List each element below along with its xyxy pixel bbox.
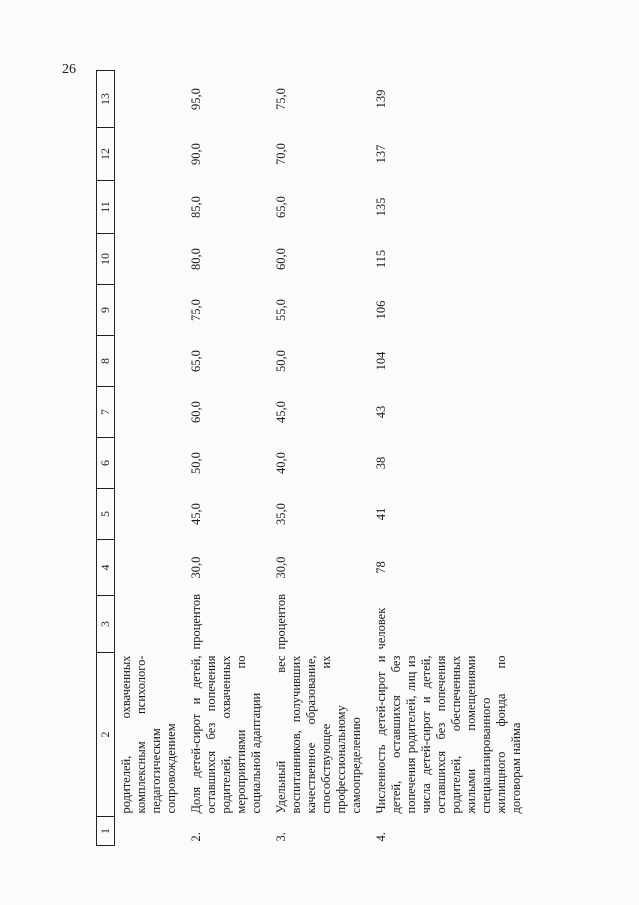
value-cell: 38 bbox=[374, 456, 388, 470]
value-cell bbox=[115, 234, 180, 285]
value-cell: 60,0 bbox=[274, 248, 288, 270]
row-number: 4. bbox=[374, 832, 388, 842]
value-cell: 75,0 bbox=[274, 88, 288, 110]
indicator-name: Удельный вес воспитанников, получивших качественное образование, способствующее их профессиональному самоопределению bbox=[274, 655, 363, 814]
value-cell: 40,0 bbox=[274, 452, 288, 474]
value-cell: 45,0 bbox=[274, 401, 288, 423]
value-cell: 90,0 bbox=[189, 143, 203, 165]
value-cell: 78 bbox=[374, 561, 388, 574]
row-number bbox=[115, 817, 180, 846]
value-cell: 30,0 bbox=[189, 556, 203, 579]
header-cell: 4 bbox=[97, 540, 115, 596]
value-cell: 45,0 bbox=[189, 503, 203, 525]
header-cell: 13 bbox=[97, 71, 115, 128]
value-cell: 80,0 bbox=[189, 248, 203, 270]
unit-cell: процентов bbox=[189, 593, 203, 650]
value-cell: 75,0 bbox=[189, 299, 203, 321]
table-row bbox=[179, 71, 264, 846]
header-cell: 5 bbox=[97, 489, 115, 540]
value-cell bbox=[115, 540, 180, 596]
value-cell: 65,0 bbox=[274, 196, 288, 218]
value-cell: 70,0 bbox=[274, 143, 288, 165]
header-cell: 2 bbox=[97, 653, 115, 817]
header-cell: 1 bbox=[97, 817, 115, 846]
unit-cell: процентов bbox=[274, 593, 288, 650]
value-cell bbox=[115, 336, 180, 387]
value-cell: 135 bbox=[374, 197, 388, 217]
indicators-table bbox=[96, 70, 524, 846]
indicator-name: Доля детей-сирот и детей, оставшихся без попечения родителей, охваченных мероприятиями по социальной адаптации bbox=[189, 655, 263, 814]
value-cell: 104 bbox=[374, 351, 388, 371]
value-cell: 43 bbox=[374, 405, 388, 419]
header-cell: 8 bbox=[97, 336, 115, 387]
value-cell: 85,0 bbox=[189, 196, 203, 218]
header-cell: 9 bbox=[97, 285, 115, 336]
value-cell bbox=[115, 438, 180, 489]
value-cell: 30,0 bbox=[274, 556, 288, 579]
indicator-name: Численность детей-сирот и детей, оставшихся без попечения родителей, лиц из числа детей-сирот и детей, оставшихся без попечения родителей, обеспеченных жилыми помещениями специализированного жилищного фонда по договорам найма bbox=[374, 655, 523, 814]
value-cell bbox=[115, 181, 180, 234]
row-number: 3. bbox=[274, 832, 288, 842]
rotated-table-container bbox=[96, 71, 580, 846]
header-cell: 10 bbox=[97, 234, 115, 285]
value-cell bbox=[115, 387, 180, 438]
header-cell: 7 bbox=[97, 387, 115, 438]
value-cell: 95,0 bbox=[189, 88, 203, 110]
value-cell bbox=[115, 489, 180, 540]
value-cell: 139 bbox=[374, 89, 388, 109]
header-cell: 3 bbox=[97, 596, 115, 653]
unit-cell: человек bbox=[374, 607, 388, 650]
row-number: 2. bbox=[189, 832, 203, 842]
value-cell bbox=[115, 71, 180, 128]
value-cell: 35,0 bbox=[274, 503, 288, 525]
indicator-name: родителей, охваченных комплексным психолого-педагогическим сопровождением bbox=[119, 655, 178, 814]
value-cell: 55,0 bbox=[274, 299, 288, 321]
table-row bbox=[264, 71, 364, 846]
value-cell: 115 bbox=[374, 249, 388, 269]
value-cell: 106 bbox=[374, 300, 388, 320]
table-row bbox=[115, 71, 180, 846]
value-cell: 65,0 bbox=[189, 350, 203, 372]
value-cell: 50,0 bbox=[189, 452, 203, 474]
value-cell: 137 bbox=[374, 144, 388, 164]
unit-cell bbox=[115, 596, 180, 653]
page-number: 26 bbox=[62, 62, 76, 77]
value-cell: 41 bbox=[374, 507, 388, 521]
value-cell bbox=[115, 128, 180, 181]
header-cell: 12 bbox=[97, 128, 115, 181]
header-cell: 11 bbox=[97, 181, 115, 234]
header-cell: 6 bbox=[97, 438, 115, 489]
table-row bbox=[364, 71, 524, 846]
value-cell: 50,0 bbox=[274, 350, 288, 372]
value-cell: 60,0 bbox=[189, 401, 203, 423]
value-cell bbox=[115, 285, 180, 336]
table-header-row bbox=[97, 71, 115, 846]
